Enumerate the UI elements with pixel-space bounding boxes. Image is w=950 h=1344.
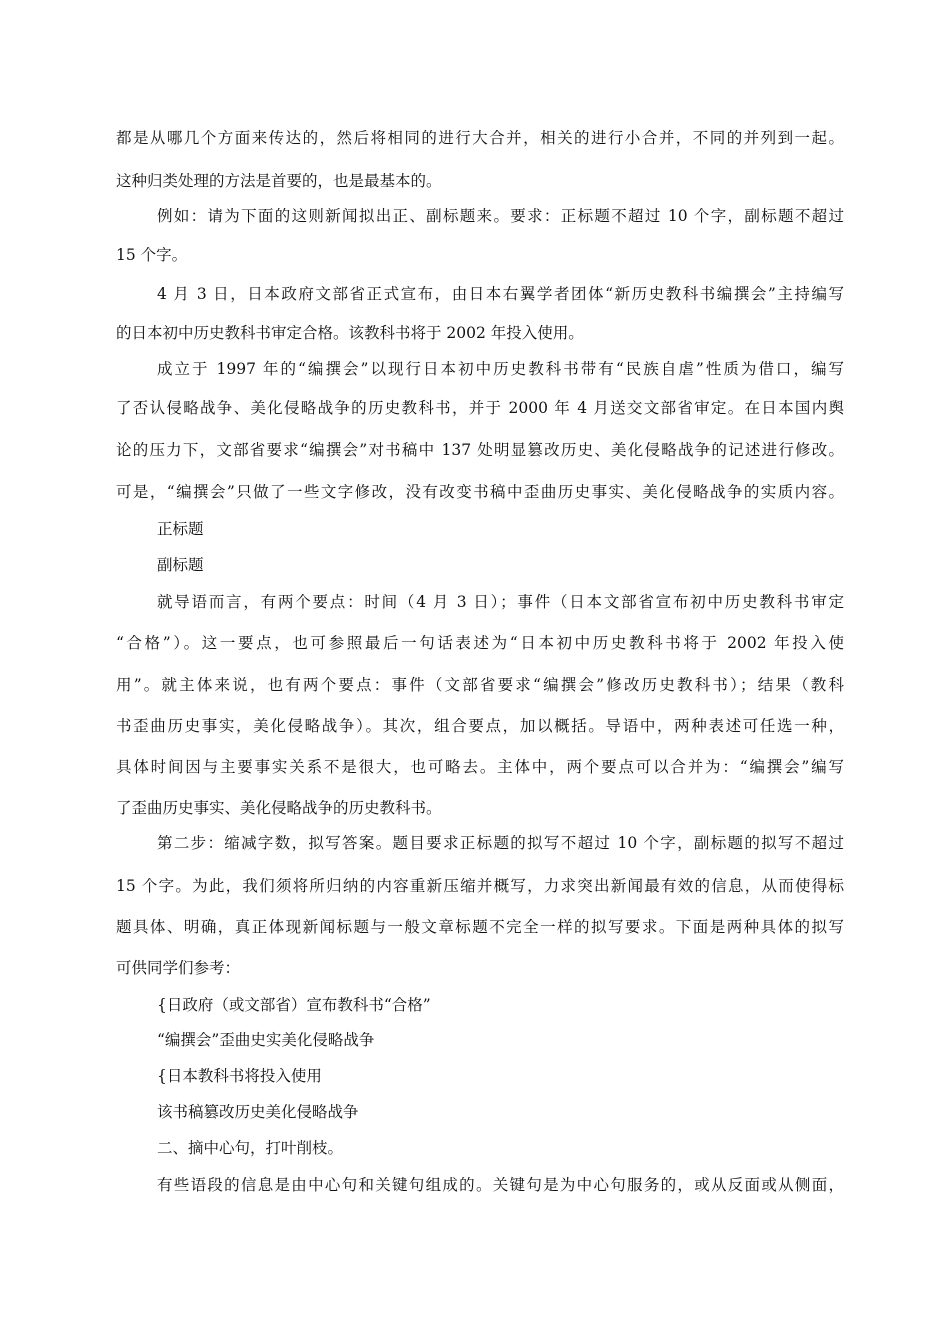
text-line: 就导语而言，有两个要点：时间（4 月 3 日）；事件（日本文部省宣布初中历史教科书审定: [157, 593, 844, 611]
text-line: 了否认侵略战争、美化侵略战争的历史教科书，并于 2000 年 4 月送交文部省审定。在日本国内舆: [116, 399, 844, 417]
section-heading: 二、摘中心句，打叶削枝。: [157, 1139, 344, 1157]
answer-line: 该书稿篡改历史美化侵略战争: [157, 1103, 359, 1121]
answer-line: {日政府（或文部省）宣布教科书“合格”: [157, 996, 431, 1014]
text-line: 具体时间因与主要事实关系不是很大，也可略去。主体中，两个要点可以合并为：“编撰会”编写: [116, 758, 844, 776]
answer-line: “编撰会”歪曲史实美化侵略战争: [157, 1031, 375, 1049]
answer-line: {日本教科书将投入使用: [157, 1067, 322, 1085]
text-line: 4 月 3 日，日本政府文部省正式宣布，由日本右翼学者团体“新历史教科书编撰会”主持编写: [157, 285, 844, 303]
text-line: 例如：请为下面的这则新闻拟出正、副标题来。要求：正标题不超过 10 个字，副标题不超过: [157, 207, 844, 225]
label-main-title: 正标题: [157, 520, 204, 538]
text-line: 第二步：缩减字数，拟写答案。题目要求正标题的拟写不超过 10 个字，副标题的拟写不超过: [157, 834, 844, 852]
text-line: 成立于 1997 年的“编撰会”以现行日本初中历史教科书带有“民族自虐”性质为借口，编写: [157, 360, 844, 378]
text-line: 可是，“编撰会”只做了一些文字修改，没有改变书稿中歪曲历史事实、美化侵略战争的实质内容。: [116, 483, 844, 501]
text-line: 题具体、明确，真正体现新闻标题与一般文章标题不完全一样的拟写要求。下面是两种具体的拟写: [116, 918, 844, 936]
text-line: 书歪曲历史事实，美化侵略战争）。其次，组合要点，加以概括。导语中，两种表述可任选一种，: [116, 717, 844, 735]
text-line: 有些语段的信息是由中心句和关键句组成的。关键句是为中心句服务的，或从反面或从侧面，: [157, 1176, 844, 1194]
text-line: 的日本初中历史教科书审定合格。该教科书将于 2002 年投入使用。: [116, 324, 584, 342]
text-line: “合格”）。这一要点，也可参照最后一句话表述为“日本初中历史教科书将于 2002 年投入使: [116, 634, 844, 652]
text-line: 用”。就主体来说，也有两个要点：事件（文部省要求“编撰会”修改历史教科书）；结果（教科: [116, 676, 844, 694]
text-line: 15 个字。: [116, 246, 188, 264]
label-sub-title: 副标题: [157, 556, 204, 574]
text-line: 15 个字。为此，我们须将所归纳的内容重新压缩并概写，力求突出新闻最有效的信息，从而使得标: [116, 877, 844, 895]
text-line: 这种归类处理的方法是首要的，也是最基本的。: [116, 172, 442, 190]
text-line: 论的压力下，文部省要求“编撰会”对书稿中 137 处明显篡改历史、美化侵略战争的记述进行修改。: [116, 441, 844, 459]
text-line: 可供同学们参考：: [116, 959, 241, 977]
text-line: 都是从哪几个方面来传达的，然后将相同的进行大合并，相关的进行小合并，不同的并列到一起。: [116, 129, 844, 147]
text-line: 了歪曲历史事实、美化侵略战争的历史教科书。: [116, 799, 442, 817]
